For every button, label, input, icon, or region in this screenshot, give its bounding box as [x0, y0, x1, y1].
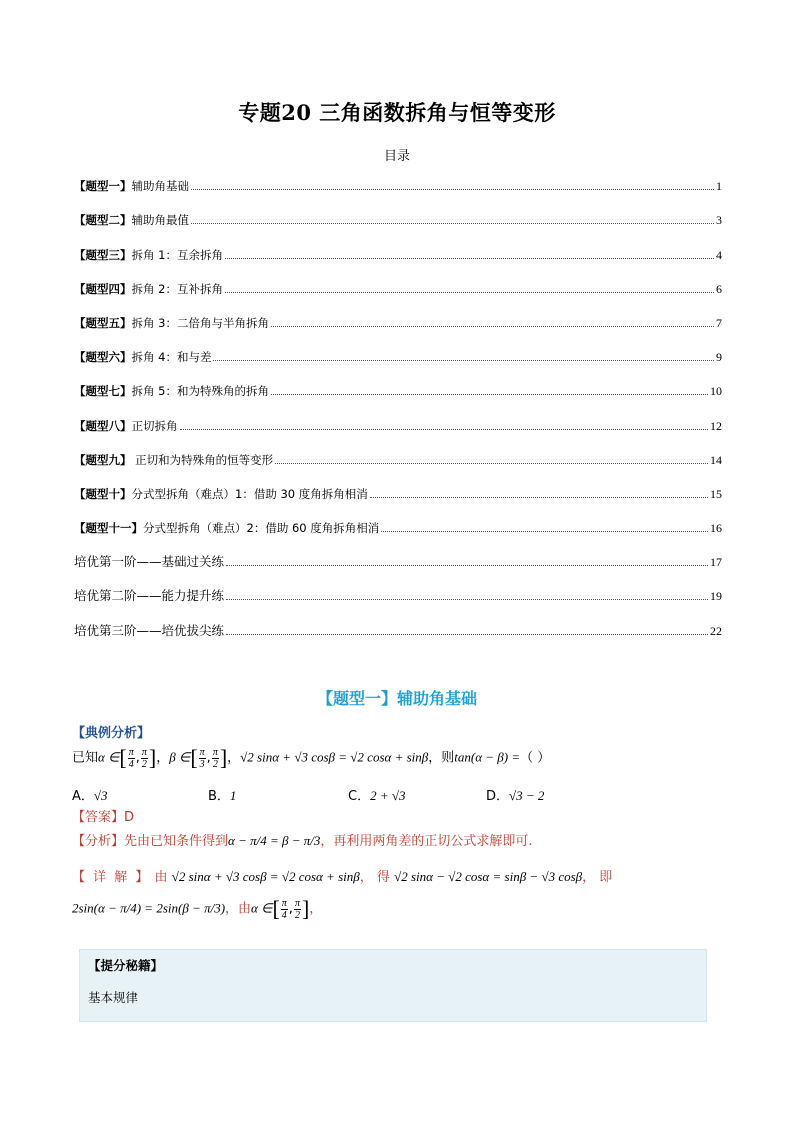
toc-item-tag: 【题型十一】: [74, 521, 143, 536]
toc-item[interactable]: [74, 297, 722, 331]
comma: ，: [156, 750, 170, 766]
toc-leader: [180, 429, 709, 430]
toc-item-text: 培优第二阶——能力提升练: [74, 588, 225, 604]
detail-equation: 2sin(α − π/4) = 2sin(β − π/3): [72, 900, 226, 916]
toc-item-text: 正切拆角: [131, 418, 178, 433]
tip-body: 基本规律: [88, 990, 139, 1005]
toc-item-text: 培优第一阶——基础过关练: [74, 554, 225, 570]
detail-text: ， 即: [582, 870, 613, 885]
toc-item[interactable]: [74, 228, 722, 262]
options-row: [72, 785, 544, 804]
toc-item[interactable]: [74, 604, 722, 638]
table-of-contents: [74, 160, 722, 639]
toc-item-text: 拆角 5：和为特殊角的拆角: [131, 384, 269, 399]
toc-item-tag: 【题型六】: [74, 350, 132, 365]
answer-label: 【答案】: [72, 810, 125, 825]
toc-leader: [226, 634, 708, 635]
toc-item-page: 15: [710, 486, 722, 501]
toc-item-page: 19: [710, 589, 722, 604]
toc-item-page: 16: [710, 521, 722, 536]
question-prefix: 已知: [72, 750, 99, 766]
toc-item[interactable]: [74, 194, 722, 228]
given-equation: √2 sinα + √3 cosβ = √2 cosα + sinβ: [240, 749, 429, 765]
example-label: 【典例分析】: [72, 726, 151, 741]
detail-line: [72, 866, 612, 885]
option-b[interactable]: B．1: [208, 788, 237, 804]
fraction: $\frac{\pi}{4}$: [281, 897, 287, 921]
detail-text: ， 得: [359, 870, 390, 885]
analysis-math: α − π/4 = β − π/3: [228, 833, 321, 848]
fraction: $\frac{\pi}{2}$: [141, 746, 147, 770]
analysis-label: 【分析】: [72, 834, 125, 849]
bracket-close: ]: [148, 745, 157, 770]
toc-item-page: 4: [716, 247, 722, 262]
toc-leader: [213, 360, 714, 361]
toc-item-text: 分式型拆角（难点）2：借助 60 度角拆角相消: [143, 521, 380, 536]
toc-leader: [271, 326, 714, 327]
detail-text: ，: [309, 901, 323, 917]
toc-item-text: 分式型拆角（难点）1：借助 30 度角拆角相消: [131, 486, 368, 501]
toc-item[interactable]: [74, 468, 722, 502]
analysis-line: [72, 830, 533, 849]
option-c[interactable]: C．2 + √3: [348, 788, 406, 804]
fraction: $\frac{\pi}{2}$: [212, 746, 218, 770]
ask-prefix: ，则: [428, 750, 455, 766]
toc-item[interactable]: [74, 536, 722, 570]
tip-title: 【提分秘籍】: [88, 958, 164, 973]
option-a[interactable]: A．√3: [72, 788, 108, 804]
toc-item-text: 辅助角基础: [131, 179, 189, 194]
toc-item[interactable]: [74, 160, 722, 194]
toc-item-tag: 【题型五】: [74, 315, 132, 330]
toc-leader: [226, 599, 708, 600]
detail-line-2: 2sin(α − π/4) = 2sin(β − π/3)，由α ∈[ $\frac{\pi}{4}$ , $\frac{\pi}{2}$ ]，: [72, 896, 323, 921]
alpha-range-label: α ∈: [251, 900, 273, 916]
toc-item-page: 22: [710, 623, 722, 638]
toc-item-tag: 【题型八】: [74, 418, 132, 433]
toc-item-tag: 【题型七】: [74, 384, 132, 399]
toc-item-tag: 【题型四】: [74, 281, 132, 296]
toc-leader: [191, 189, 714, 190]
toc-item-page: 3: [716, 213, 722, 228]
answer-value: D: [124, 810, 135, 825]
toc-item-page: 7: [716, 315, 722, 330]
bracket-open: [: [190, 745, 198, 770]
toc-item-text: 拆角 3：二倍角与半角拆角: [131, 315, 269, 330]
toc-item-page: 1: [716, 179, 722, 194]
toc-item-text: 拆角 4：和与差: [131, 350, 212, 365]
ask-expression: tan(α − β) =: [454, 749, 521, 765]
toc-leader: [225, 258, 714, 259]
toc-item-text: 培优第三阶——培优拔尖练: [74, 622, 225, 638]
detail-text: 由: [154, 870, 168, 885]
detail-equation: √2 sinα − √2 cosα = sinβ − √3 cosβ: [394, 869, 583, 884]
toc-item[interactable]: [74, 365, 722, 399]
toc-item-page: 14: [710, 452, 722, 467]
toc-item[interactable]: [74, 502, 722, 536]
toc-item[interactable]: [74, 399, 722, 433]
toc-item-page: 12: [710, 418, 722, 433]
toc-item-tag: 【题型一】: [74, 179, 132, 194]
fraction: $\frac{\pi}{4}$: [128, 746, 134, 770]
fraction: $\frac{\pi}{3}$: [199, 746, 205, 770]
answer-line: [72, 806, 134, 825]
section-title: 【题型一】辅助角基础: [316, 689, 477, 708]
answer-paren: （ ）: [520, 750, 551, 766]
tip-box: [79, 949, 707, 1022]
toc-item-page: 10: [710, 384, 722, 399]
toc-leader: [271, 394, 708, 395]
toc-leader: [275, 463, 708, 464]
analysis-text: 先由已知条件得到: [124, 834, 229, 849]
toc-item-text: 拆角 2：互补拆角: [131, 281, 223, 296]
detail-label: 【 详 解 】: [72, 870, 151, 885]
toc-leader: [370, 497, 708, 498]
beta-range-label: β ∈: [169, 749, 191, 765]
alpha-range-label: α ∈: [98, 749, 120, 765]
toc-item-text: 拆角 1：互余拆角: [131, 247, 223, 262]
toc-leader: [381, 531, 708, 532]
toc-item-tag: 【题型二】: [74, 213, 132, 228]
toc-item-tag: 【题型三】: [74, 247, 132, 262]
toc-leader: [226, 565, 708, 566]
bracket-open: [: [272, 896, 280, 921]
toc-item[interactable]: [74, 570, 722, 604]
detail-equation: √2 sinα + √3 cosβ = √2 cosα + sinβ: [171, 869, 360, 884]
option-d[interactable]: D．√3 − 2: [486, 788, 545, 804]
analysis-text: ，再利用两角差的正切公式求解即可.: [320, 834, 533, 849]
toc-leader: [225, 292, 714, 293]
toc-item-text: 正切和为特殊角的恒等变形: [131, 452, 274, 467]
toc-item-tag: 【题型十】: [74, 486, 132, 501]
detail-text: ，由: [225, 901, 252, 917]
bracket-close: ]: [219, 745, 228, 770]
question-line: 已知α ∈[ $\frac{\pi}{4}$ , $\frac{\pi}{2}$ ]，β ∈[ $\frac{\pi}{3}$ , $\frac{\pi}{2}$ ]，√2 sinα + √3 cosβ = √2 cosα + sinβ，则tan(α − β) =（ ）: [72, 745, 551, 770]
toc-item-tag: 【题型九】: [74, 452, 132, 467]
page-title: 专题20 三角函数拆角与恒等变形: [238, 100, 556, 125]
bracket-open: [: [119, 745, 127, 770]
toc-heading: 目录: [383, 149, 410, 164]
fraction: $\frac{\pi}{2}$: [294, 897, 300, 921]
toc-item-page: 9: [716, 350, 722, 365]
comma: ，: [227, 750, 241, 766]
toc-item-text: 辅助角最值: [131, 213, 189, 228]
toc-item[interactable]: [74, 434, 722, 468]
toc-item[interactable]: [74, 331, 722, 365]
toc-leader: [191, 223, 714, 224]
toc-item-page: 17: [710, 555, 722, 570]
toc-item-page: 6: [716, 281, 722, 296]
toc-item[interactable]: [74, 263, 722, 297]
bracket-close: ]: [301, 896, 310, 921]
